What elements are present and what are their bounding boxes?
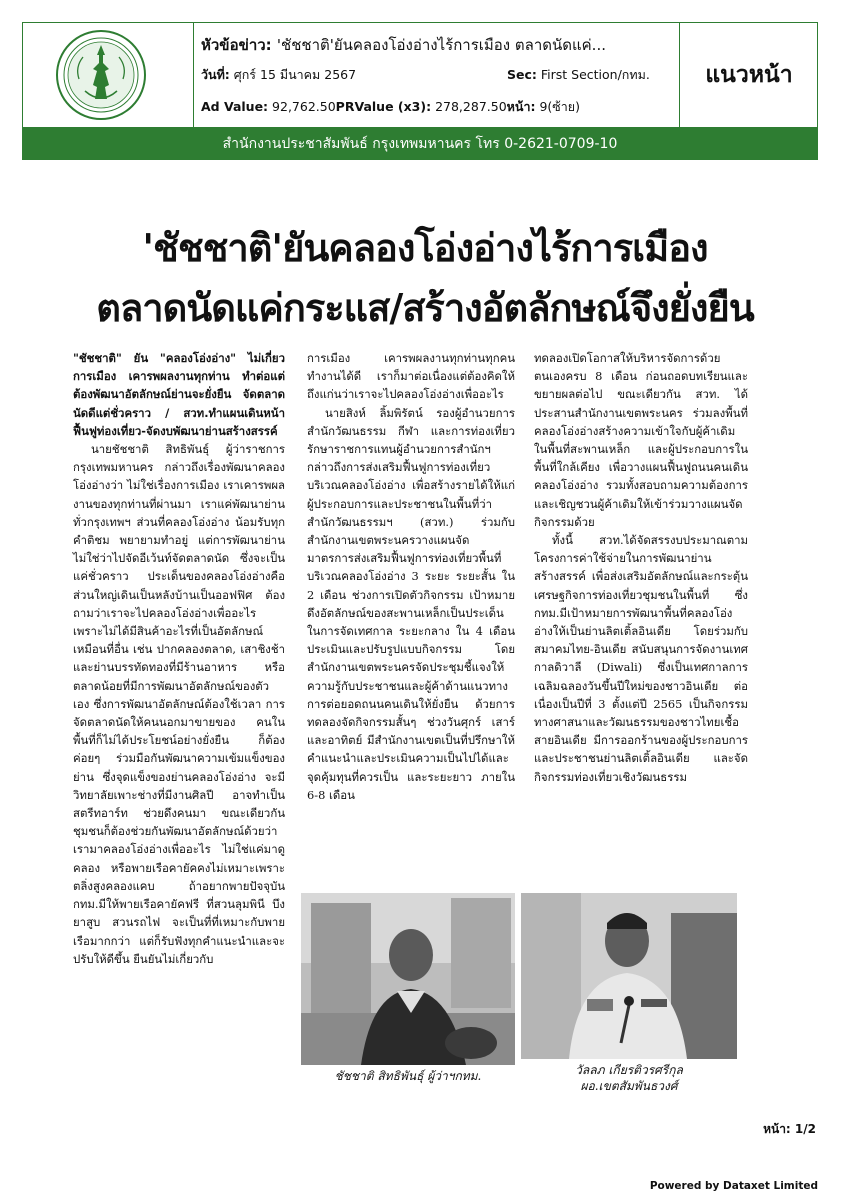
page-number: หน้า: 1/2 — [763, 1122, 816, 1136]
headline-label: หัวข้อข่าว: — [201, 36, 272, 54]
article-column-3 — [534, 349, 748, 786]
photo-caption: ชัชชาติ สิทธิพันธุ์ ผู้ว่าฯกทม. — [334, 1069, 482, 1083]
page-label: หน้า: — [506, 99, 536, 114]
pr-value-label: PRValue (x3): — [335, 99, 432, 114]
position-label: แนวหน้า — [679, 23, 818, 127]
date-value: ศุกร์ 15 มีนาคม 2567 — [233, 67, 357, 82]
photo-caption-name: วัลลภ เกียรติวรศรีกุล — [575, 1063, 683, 1077]
article-paragraph: ทั้งนี้ สวท.ได้จัดสรรงบประมาณตามโครงการค่าใช้จ่ายในการพัฒนาย่านสร้างสรรค์ เพื่อส่งเสริมอัตลักษณ์และกระตุ้นเศรษฐกิจการท่องเที่ยวชุมชนในพื้นที่ ซึ่ง กทม.มีเป้าหมายการพัฒนาพื้นที่คลองโอ่งอ่างให้เป็นย่านลิตเติ้ลอินเดีย โดยร่วมกับสมาคมไทย-อินเดีย สนับสนุนการจัดงานเทศกาลดิวาลี (Diwali) ซึ่งเป็นเทศกาลการเฉลิมฉลองวันขึ้นปีใหม่ของชาวอินเดีย ต่อเนื่องเป็นปีที่ 3 ตั้งแต่ปี 2565 เป็นกิจกรรมทางศาสนาและวัฒนธรรมของชาวไทยเชื้อสายอินเดีย มีการออกร้านของผู้ประกอบการและประชาชนย่านลิตเติ้ลอินเดีย และจัดกิจกรรมท่องเที่ยวเชิงวัฒนธรรม — [534, 533, 748, 784]
footer-credit: Powered by Dataxet Limited — [649, 1180, 818, 1192]
org-bar: สำนักงานประชาสัมพันธ์ กรุงเทพมหานคร โทร 0-2621-0709-10 — [22, 128, 818, 160]
article-paragraph: การเมือง เคารพผลงานทุกท่านทุกคนทำงานได้ดี เราก็มาต่อเนื่องแต่ต้องคิดให้ถึงแก่นว่าเราจะไปคลองโอ่งอ่างเพื่ออะไร — [307, 351, 515, 402]
article-title-line2: ตลาดนัดแค่กระแส/สร้างอัตลักษณ์จึงยั่งยืน — [96, 286, 754, 330]
photo-governor — [301, 893, 515, 1065]
logo-area — [23, 23, 194, 127]
section-row — [507, 65, 650, 85]
section-value: First Section/กทม. — [540, 67, 650, 82]
article-title-line1: 'ชัชชาติ'ยันคลองโอ่งอ่างไร้การเมือง — [142, 226, 708, 270]
pr-value: 278,287.50 — [435, 99, 507, 114]
clipping-header — [22, 22, 818, 128]
photo-district-director — [521, 893, 737, 1059]
article-lead: "ชัชชาติ" ยัน "คลองโอ่งอ่าง" ไม่เกี่ยวการเมือง เคารพผลงานทุกท่าน ทำต่อแต่ต้องพัฒนาอัตลักษณ์ย่านจะยั่งยืน จัดตลาดนัดดีแต่ชั่วคราว / สวท.ทำแผนเดินหน้าฟื้นฟูท่องเที่ยว-จัดงบพัฒนาย่านสร้างสรรค์ — [73, 351, 285, 438]
headline-value: 'ชัชชาติ'ยันคลองโอ่งอ่างไร้การเมือง ตลาดนัดแค่... — [276, 36, 606, 54]
section-label: Sec: — [507, 67, 537, 82]
date-label: วันที่: — [201, 67, 230, 82]
article-column-2 — [307, 349, 515, 804]
ad-value-label: Ad Value: — [201, 99, 269, 114]
article-column-1 — [73, 349, 285, 968]
article-paragraph: นายชัชชาติ สิทธิพันธุ์ ผู้ว่าราชการกรุงเทพมหานคร กล่าวถึงเรื่องพัฒนาคลองโอ่งอ่างว่า ไม่ใช่เรื่องการเมือง เราเคารพผลงานของทุกท่านที่ผ่านมา เราแค่พัฒนาย่านทั่วกรุงเทพฯ ส่วนที่คลองโอ่งอ่าง น้อมรับทุกคำติชม พยายามทำอยู่ แต่การพัฒนาย่านไม่ใช่ว่าไปจัดอีเว้นท์จัดตลาดนัด ซึ่งจะเป็นแค่ชั่วคราว ประเด็นของคลองโอ่งอ่างคือส่วนใหญ่เดินเป็นหลังบ้านเป็นออฟฟิศ ต้องถามว่าเราจะไปคลองโอ่งอ่างเพื่ออะไร เพราะไม่ได้มีสินค้าอะไรที่เป็นอัตลักษณ์เหมือนที่อื่น เช่น ปากคลองตลาด, เสาชิงช้าและย่านบรรทัดทองที่มีร้านอาหาร หรือตลาดน้อยที่มีการพัฒนาอัตลักษณ์ของตัวเอง ซึ่งการพัฒนาอัตลักษณ์ต้องใช้เวลา การจัดตลาดนัดให้คนนอกมาขายของ คนในพื้นที่ก็ไม่ได้ประโยชน์อย่างยั่งยืน ก็ต้องค่อยๆ ร่วมมือกันพัฒนาความเข้มแข็งของย่าน ซึ่งจุดแข็งของย่านคลองโอ่งอ่าง จะมีวิทยาลัยเพาะช่างที่มีงานศิลปี อาจทำเป็นสตรีทอาร์ท ช่วยดึงคนมา ขณะเดียวกันชุมชนก็ต้องช่วยกันพัฒนาอัตลักษณ์ด้วยว่าเรามาคลองโอ่งอ่างเพื่ออะไร ไม่ใช่แค่มาดูคลอง หรือพายเรือคายัคคงไม่เหมาะเพราะตลิ่งสูงคลองแคบ ถ้าอยากพายปัจจุบัน กทม.มีให้พายเรือคายัคฟรี ที่สวนลุมพินี บึงยาสูบ สวนรถไฟ จะเป็นที่ที่เหมาะกับพายเรือมากกว่า แต่ก็รับฟังทุกคำแนะนำและจะปรับให้ดีขึ้น ยืนยันไม่เกี่ยวกับ — [73, 442, 285, 966]
article-paragraph: นายสิงห์ ลิ้มพิรัตน์ รองผู้อำนวยการสำนักวัฒนธรรม กีฬา และการท่องเที่ยว รักษาราชการแทนผู้อำนวยการสำนักฯ กล่าวถึงการส่งเสริมฟื้นฟูการท่องเที่ยวบริเวณคลองโอ่งอ่าง เพื่อสร้างรายได้ให้แก่ผู้ประกอบการและประชาชนในพื้นที่ว่า สำนักวัฒนธรรมฯ (สวท.) ร่วมกับสำนักงานเขตพระนครวางแผนจัดมาตรการส่งเสริมฟื้นฟูการท่องเที่ยวพื้นที่บริเวณคลองโอ่งอ่าง 3 ระยะ ระยะสั้น ใน 2 เดือน ช่วงการเปิดตัวกิจกรรม เป้าหมายดึงอัตลักษณ์ของสะพานเหล็กเป็นประเด็นในการจัดเทศกาล ระยะกลาง ใน 4 เดือน ประเมินและปรับรูปแบบกิจกรรม โดยสำนักงานเขตพระนครจัดประชุมชี้แจงให้ความรู้กับประชาชนและผู้ค้าด้านแนวทางการต่อยอดถนนคนเดินให้ยั่งยืน ด้วยการทดลองจัดกิจกรรมสั้นๆ ช่วงวันศุกร์ เสาร์ และอาทิตย์ มีสำนักงานเขตเป็นที่ปรึกษาให้คำแนะนำและประเมินความเป็นไปได้และจุดคุ้มทุนที่ควรเป็น และระยะยาว ภายใน 6-8 เดือน — [307, 405, 515, 802]
clipping-meta — [201, 23, 679, 127]
article-paragraph: ทดลองเปิดโอกาสให้บริหารจัดการด้วยตนเองครบ 8 เดือน ก่อนถอดบทเรียนและขยายผลต่อไป ขณะเดียวกัน สวท. ได้ประสานสำนักงานเขตพระนคร ร่วมลงพื้นที่คลองโอ่งอ่างสร้างความเข้าใจกับผู้ค้าเดิมในพื้นที่สะพานเหล็ก และผู้ประกอบการในพื้นที่ใกล้เคียง เพื่อวางแผนฟื้นฟูถนนคนเดินคลองโอ่งอ่าง รวมทั้งสอบถามความต้องการ และเชิญชวนผู้ค้าเดิมให้เข้าร่วมวางแผนจัดกิจกรรมด้วย — [534, 351, 748, 529]
page-value: 9(ซ้าย) — [539, 99, 580, 114]
headline-row — [201, 33, 606, 57]
article-title — [40, 218, 810, 338]
ad-value: 92,762.50 — [272, 99, 336, 114]
bangkok-seal-logo — [55, 29, 147, 121]
value-row — [201, 97, 580, 117]
photo-caption — [521, 1062, 737, 1094]
photo-caption-title: ผอ.เขตสัมพันธวงศ์ — [580, 1079, 678, 1093]
date-row — [201, 65, 356, 85]
